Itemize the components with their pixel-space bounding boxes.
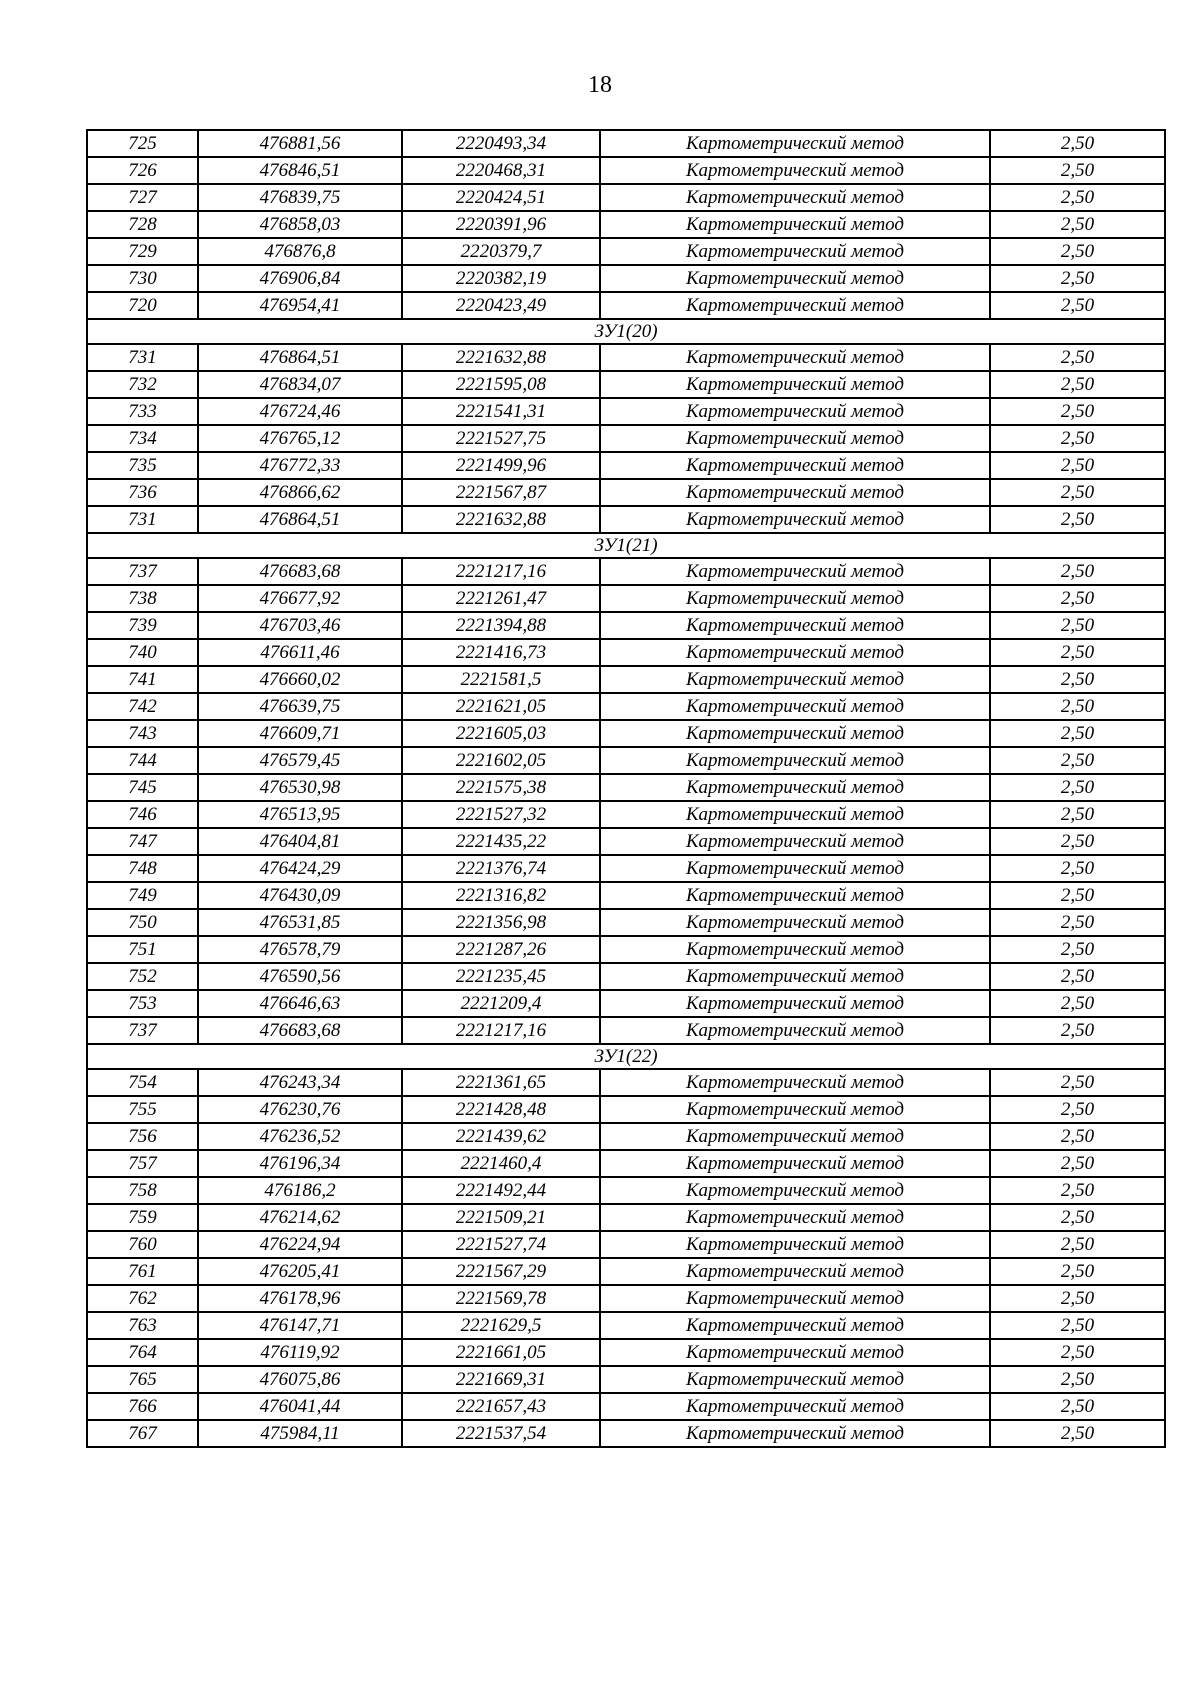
point-number-cell: 764 (87, 1339, 198, 1366)
y-coordinate-cell: 2221394,88 (402, 612, 600, 639)
accuracy-cell: 2,50 (990, 130, 1165, 157)
accuracy-cell: 2,50 (990, 747, 1165, 774)
point-number-cell: 767 (87, 1420, 198, 1447)
x-coordinate-cell: 476119,92 (198, 1339, 402, 1366)
method-cell: Картометрический метод (600, 720, 990, 747)
point-number-cell: 749 (87, 882, 198, 909)
method-cell: Картометрический метод (600, 506, 990, 533)
x-coordinate-cell: 476660,02 (198, 666, 402, 693)
table-row (87, 774, 1165, 801)
point-number-cell: 751 (87, 936, 198, 963)
x-coordinate-cell: 476205,41 (198, 1258, 402, 1285)
y-coordinate-cell: 2221537,54 (402, 1420, 600, 1447)
y-coordinate-cell: 2221356,98 (402, 909, 600, 936)
y-coordinate-cell: 2221416,73 (402, 639, 600, 666)
x-coordinate-cell: 476147,71 (198, 1312, 402, 1339)
method-cell: Картометрический метод (600, 265, 990, 292)
x-coordinate-cell: 476846,51 (198, 157, 402, 184)
table-row (87, 371, 1165, 398)
point-number-cell: 736 (87, 479, 198, 506)
x-coordinate-cell: 476513,95 (198, 801, 402, 828)
x-coordinate-cell: 476646,63 (198, 990, 402, 1017)
table-row (87, 344, 1165, 371)
accuracy-cell: 2,50 (990, 909, 1165, 936)
accuracy-cell: 2,50 (990, 1096, 1165, 1123)
x-coordinate-cell: 476578,79 (198, 936, 402, 963)
accuracy-cell: 2,50 (990, 963, 1165, 990)
method-cell: Картометрический метод (600, 211, 990, 238)
point-number-cell: 748 (87, 855, 198, 882)
y-coordinate-cell: 2221661,05 (402, 1339, 600, 1366)
table-row (87, 1393, 1165, 1420)
y-coordinate-cell: 2220423,49 (402, 292, 600, 319)
y-coordinate-cell: 2220391,96 (402, 211, 600, 238)
y-coordinate-cell: 2221287,26 (402, 936, 600, 963)
x-coordinate-cell: 476954,41 (198, 292, 402, 319)
y-coordinate-cell: 2221595,08 (402, 371, 600, 398)
accuracy-cell: 2,50 (990, 774, 1165, 801)
coordinates-table (86, 129, 1166, 1448)
method-cell: Картометрический метод (600, 963, 990, 990)
table-row (87, 1420, 1165, 1447)
method-cell: Картометрический метод (600, 1096, 990, 1123)
accuracy-cell: 2,50 (990, 1420, 1165, 1447)
point-number-cell: 727 (87, 184, 198, 211)
point-number-cell: 726 (87, 157, 198, 184)
y-coordinate-cell: 2221541,31 (402, 398, 600, 425)
x-coordinate-cell: 476609,71 (198, 720, 402, 747)
x-coordinate-cell: 476424,29 (198, 855, 402, 882)
method-cell: Картометрический метод (600, 292, 990, 319)
method-cell: Картометрический метод (600, 184, 990, 211)
table-row (87, 828, 1165, 855)
point-number-cell: 761 (87, 1258, 198, 1285)
y-coordinate-cell: 2221492,44 (402, 1177, 600, 1204)
table-row (87, 909, 1165, 936)
table-row (87, 452, 1165, 479)
accuracy-cell: 2,50 (990, 1258, 1165, 1285)
point-number-cell: 730 (87, 265, 198, 292)
table-row (87, 855, 1165, 882)
y-coordinate-cell: 2221460,4 (402, 1150, 600, 1177)
accuracy-cell: 2,50 (990, 184, 1165, 211)
accuracy-cell: 2,50 (990, 344, 1165, 371)
accuracy-cell: 2,50 (990, 1366, 1165, 1393)
accuracy-cell: 2,50 (990, 211, 1165, 238)
x-coordinate-cell: 476772,33 (198, 452, 402, 479)
x-coordinate-cell: 476839,75 (198, 184, 402, 211)
point-number-cell: 750 (87, 909, 198, 936)
y-coordinate-cell: 2221621,05 (402, 693, 600, 720)
y-coordinate-cell: 2221527,74 (402, 1231, 600, 1258)
y-coordinate-cell: 2221632,88 (402, 506, 600, 533)
table-row (87, 238, 1165, 265)
x-coordinate-cell: 476864,51 (198, 506, 402, 533)
coordinates-table-body (87, 130, 1165, 1447)
method-cell: Картометрический метод (600, 1123, 990, 1150)
x-coordinate-cell: 476881,56 (198, 130, 402, 157)
y-coordinate-cell: 2221527,75 (402, 425, 600, 452)
accuracy-cell: 2,50 (990, 558, 1165, 585)
point-number-cell: 756 (87, 1123, 198, 1150)
y-coordinate-cell: 2221605,03 (402, 720, 600, 747)
y-coordinate-cell: 2221439,62 (402, 1123, 600, 1150)
y-coordinate-cell: 2221376,74 (402, 855, 600, 882)
point-number-cell: 729 (87, 238, 198, 265)
page-number: 18 (588, 72, 612, 98)
section-label: ЗУ1(20) (87, 319, 1165, 344)
x-coordinate-cell: 476765,12 (198, 425, 402, 452)
x-coordinate-cell: 476243,34 (198, 1069, 402, 1096)
method-cell: Картометрический метод (600, 828, 990, 855)
method-cell: Картометрический метод (600, 425, 990, 452)
table-row (87, 990, 1165, 1017)
accuracy-cell: 2,50 (990, 238, 1165, 265)
point-number-cell: 738 (87, 585, 198, 612)
x-coordinate-cell: 476683,68 (198, 558, 402, 585)
accuracy-cell: 2,50 (990, 506, 1165, 533)
x-coordinate-cell: 476864,51 (198, 344, 402, 371)
point-number-cell: 752 (87, 963, 198, 990)
method-cell: Картометрический метод (600, 1420, 990, 1447)
table-row (87, 963, 1165, 990)
accuracy-cell: 2,50 (990, 666, 1165, 693)
method-cell: Картометрический метод (600, 1285, 990, 1312)
x-coordinate-cell: 476866,62 (198, 479, 402, 506)
method-cell: Картометрический метод (600, 1393, 990, 1420)
method-cell: Картометрический метод (600, 801, 990, 828)
y-coordinate-cell: 2221435,22 (402, 828, 600, 855)
section-label: ЗУ1(22) (87, 1044, 1165, 1069)
y-coordinate-cell: 2221217,16 (402, 558, 600, 585)
method-cell: Картометрический метод (600, 855, 990, 882)
table-row (87, 1258, 1165, 1285)
point-number-cell: 737 (87, 1017, 198, 1044)
accuracy-cell: 2,50 (990, 855, 1165, 882)
x-coordinate-cell: 476611,46 (198, 639, 402, 666)
y-coordinate-cell: 2221316,82 (402, 882, 600, 909)
method-cell: Картометрический метод (600, 909, 990, 936)
table-row (87, 612, 1165, 639)
table-row (87, 292, 1165, 319)
point-number-cell: 760 (87, 1231, 198, 1258)
x-coordinate-cell: 476683,68 (198, 1017, 402, 1044)
table-row (87, 1285, 1165, 1312)
point-number-cell: 754 (87, 1069, 198, 1096)
x-coordinate-cell: 476196,34 (198, 1150, 402, 1177)
point-number-cell: 745 (87, 774, 198, 801)
x-coordinate-cell: 476724,46 (198, 398, 402, 425)
x-coordinate-cell: 476224,94 (198, 1231, 402, 1258)
method-cell: Картометрический метод (600, 1204, 990, 1231)
x-coordinate-cell: 476404,81 (198, 828, 402, 855)
point-number-cell: 765 (87, 1366, 198, 1393)
table-row (87, 425, 1165, 452)
accuracy-cell: 2,50 (990, 612, 1165, 639)
accuracy-cell: 2,50 (990, 398, 1165, 425)
point-number-cell: 728 (87, 211, 198, 238)
table-row (87, 666, 1165, 693)
accuracy-cell: 2,50 (990, 693, 1165, 720)
point-number-cell: 758 (87, 1177, 198, 1204)
x-coordinate-cell: 476230,76 (198, 1096, 402, 1123)
table-row (87, 1231, 1165, 1258)
table-row (87, 1339, 1165, 1366)
y-coordinate-cell: 2221629,5 (402, 1312, 600, 1339)
accuracy-cell: 2,50 (990, 720, 1165, 747)
y-coordinate-cell: 2221632,88 (402, 344, 600, 371)
point-number-cell: 731 (87, 344, 198, 371)
point-number-cell: 741 (87, 666, 198, 693)
accuracy-cell: 2,50 (990, 1393, 1165, 1420)
y-coordinate-cell: 2221567,29 (402, 1258, 600, 1285)
point-number-cell: 731 (87, 506, 198, 533)
accuracy-cell: 2,50 (990, 1285, 1165, 1312)
table-row (87, 936, 1165, 963)
point-number-cell: 747 (87, 828, 198, 855)
table-row (87, 585, 1165, 612)
accuracy-cell: 2,50 (990, 1339, 1165, 1366)
y-coordinate-cell: 2221567,87 (402, 479, 600, 506)
method-cell: Картометрический метод (600, 882, 990, 909)
x-coordinate-cell: 476214,62 (198, 1204, 402, 1231)
table-row (87, 1312, 1165, 1339)
x-coordinate-cell: 476530,98 (198, 774, 402, 801)
table-row (87, 720, 1165, 747)
section-label: ЗУ1(21) (87, 533, 1165, 558)
point-number-cell: 763 (87, 1312, 198, 1339)
point-number-cell: 725 (87, 130, 198, 157)
x-coordinate-cell: 476075,86 (198, 1366, 402, 1393)
y-coordinate-cell: 2221499,96 (402, 452, 600, 479)
point-number-cell: 753 (87, 990, 198, 1017)
x-coordinate-cell: 476531,85 (198, 909, 402, 936)
x-coordinate-cell: 476703,46 (198, 612, 402, 639)
accuracy-cell: 2,50 (990, 1312, 1165, 1339)
method-cell: Картометрический метод (600, 398, 990, 425)
method-cell: Картометрический метод (600, 693, 990, 720)
point-number-cell: 743 (87, 720, 198, 747)
accuracy-cell: 2,50 (990, 265, 1165, 292)
table-row (87, 1366, 1165, 1393)
x-coordinate-cell: 476579,45 (198, 747, 402, 774)
point-number-cell: 739 (87, 612, 198, 639)
table-row (87, 558, 1165, 585)
section-header-row (87, 1044, 1165, 1069)
y-coordinate-cell: 2221209,4 (402, 990, 600, 1017)
accuracy-cell: 2,50 (990, 1177, 1165, 1204)
method-cell: Картометрический метод (600, 371, 990, 398)
method-cell: Картометрический метод (600, 1017, 990, 1044)
method-cell: Картометрический метод (600, 130, 990, 157)
table-row (87, 1177, 1165, 1204)
accuracy-cell: 2,50 (990, 936, 1165, 963)
y-coordinate-cell: 2220382,19 (402, 265, 600, 292)
y-coordinate-cell: 2221657,43 (402, 1393, 600, 1420)
accuracy-cell: 2,50 (990, 990, 1165, 1017)
section-header-row (87, 533, 1165, 558)
section-header-row (87, 319, 1165, 344)
x-coordinate-cell: 476430,09 (198, 882, 402, 909)
point-number-cell: 766 (87, 1393, 198, 1420)
method-cell: Картометрический метод (600, 1150, 990, 1177)
method-cell: Картометрический метод (600, 1312, 990, 1339)
x-coordinate-cell: 476677,92 (198, 585, 402, 612)
point-number-cell: 759 (87, 1204, 198, 1231)
accuracy-cell: 2,50 (990, 585, 1165, 612)
method-cell: Картометрический метод (600, 1339, 990, 1366)
accuracy-cell: 2,50 (990, 157, 1165, 184)
accuracy-cell: 2,50 (990, 1150, 1165, 1177)
method-cell: Картометрический метод (600, 344, 990, 371)
method-cell: Картометрический метод (600, 1177, 990, 1204)
point-number-cell: 720 (87, 292, 198, 319)
method-cell: Картометрический метод (600, 558, 990, 585)
method-cell: Картометрический метод (600, 612, 990, 639)
y-coordinate-cell: 2221261,47 (402, 585, 600, 612)
method-cell: Картометрический метод (600, 479, 990, 506)
method-cell: Картометрический метод (600, 1231, 990, 1258)
method-cell: Картометрический метод (600, 452, 990, 479)
x-coordinate-cell: 476178,96 (198, 1285, 402, 1312)
table-row (87, 747, 1165, 774)
y-coordinate-cell: 2220493,34 (402, 130, 600, 157)
y-coordinate-cell: 2221581,5 (402, 666, 600, 693)
point-number-cell: 734 (87, 425, 198, 452)
y-coordinate-cell: 2221569,78 (402, 1285, 600, 1312)
point-number-cell: 757 (87, 1150, 198, 1177)
y-coordinate-cell: 2221602,05 (402, 747, 600, 774)
accuracy-cell: 2,50 (990, 1017, 1165, 1044)
x-coordinate-cell: 476639,75 (198, 693, 402, 720)
point-number-cell: 735 (87, 452, 198, 479)
table-row (87, 1096, 1165, 1123)
table-row (87, 1017, 1165, 1044)
accuracy-cell: 2,50 (990, 452, 1165, 479)
y-coordinate-cell: 2221509,21 (402, 1204, 600, 1231)
accuracy-cell: 2,50 (990, 1204, 1165, 1231)
table-row (87, 693, 1165, 720)
point-number-cell: 740 (87, 639, 198, 666)
accuracy-cell: 2,50 (990, 882, 1165, 909)
y-coordinate-cell: 2220379,7 (402, 238, 600, 265)
point-number-cell: 744 (87, 747, 198, 774)
x-coordinate-cell: 476236,52 (198, 1123, 402, 1150)
table-row (87, 882, 1165, 909)
point-number-cell: 746 (87, 801, 198, 828)
method-cell: Картометрический метод (600, 990, 990, 1017)
accuracy-cell: 2,50 (990, 292, 1165, 319)
y-coordinate-cell: 2221575,38 (402, 774, 600, 801)
point-number-cell: 732 (87, 371, 198, 398)
x-coordinate-cell: 476834,07 (198, 371, 402, 398)
method-cell: Картометрический метод (600, 1069, 990, 1096)
method-cell: Картометрический метод (600, 747, 990, 774)
y-coordinate-cell: 2220468,31 (402, 157, 600, 184)
accuracy-cell: 2,50 (990, 371, 1165, 398)
point-number-cell: 762 (87, 1285, 198, 1312)
x-coordinate-cell: 476906,84 (198, 265, 402, 292)
method-cell: Картометрический метод (600, 936, 990, 963)
method-cell: Картометрический метод (600, 585, 990, 612)
table-row (87, 506, 1165, 533)
accuracy-cell: 2,50 (990, 425, 1165, 452)
x-coordinate-cell: 476590,56 (198, 963, 402, 990)
y-coordinate-cell: 2220424,51 (402, 184, 600, 211)
y-coordinate-cell: 2221361,65 (402, 1069, 600, 1096)
point-number-cell: 733 (87, 398, 198, 425)
accuracy-cell: 2,50 (990, 828, 1165, 855)
method-cell: Картометрический метод (600, 1258, 990, 1285)
table-row (87, 398, 1165, 425)
point-number-cell: 742 (87, 693, 198, 720)
x-coordinate-cell: 476876,8 (198, 238, 402, 265)
y-coordinate-cell: 2221527,32 (402, 801, 600, 828)
accuracy-cell: 2,50 (990, 1069, 1165, 1096)
table-row (87, 265, 1165, 292)
table-row (87, 157, 1165, 184)
accuracy-cell: 2,50 (990, 1123, 1165, 1150)
table-row (87, 1204, 1165, 1231)
y-coordinate-cell: 2221235,45 (402, 963, 600, 990)
table-row (87, 639, 1165, 666)
table-row (87, 184, 1165, 211)
y-coordinate-cell: 2221669,31 (402, 1366, 600, 1393)
x-coordinate-cell: 476041,44 (198, 1393, 402, 1420)
table-row (87, 1123, 1165, 1150)
accuracy-cell: 2,50 (990, 1231, 1165, 1258)
table-row (87, 801, 1165, 828)
table-row (87, 1150, 1165, 1177)
y-coordinate-cell: 2221428,48 (402, 1096, 600, 1123)
x-coordinate-cell: 476186,2 (198, 1177, 402, 1204)
accuracy-cell: 2,50 (990, 801, 1165, 828)
method-cell: Картометрический метод (600, 238, 990, 265)
y-coordinate-cell: 2221217,16 (402, 1017, 600, 1044)
method-cell: Картометрический метод (600, 774, 990, 801)
accuracy-cell: 2,50 (990, 639, 1165, 666)
method-cell: Картометрический метод (600, 157, 990, 184)
point-number-cell: 737 (87, 558, 198, 585)
accuracy-cell: 2,50 (990, 479, 1165, 506)
method-cell: Картометрический метод (600, 666, 990, 693)
x-coordinate-cell: 476858,03 (198, 211, 402, 238)
table-row (87, 479, 1165, 506)
method-cell: Картометрический метод (600, 1366, 990, 1393)
table-row (87, 130, 1165, 157)
table-row (87, 1069, 1165, 1096)
method-cell: Картометрический метод (600, 639, 990, 666)
x-coordinate-cell: 475984,11 (198, 1420, 402, 1447)
point-number-cell: 755 (87, 1096, 198, 1123)
table-row (87, 211, 1165, 238)
